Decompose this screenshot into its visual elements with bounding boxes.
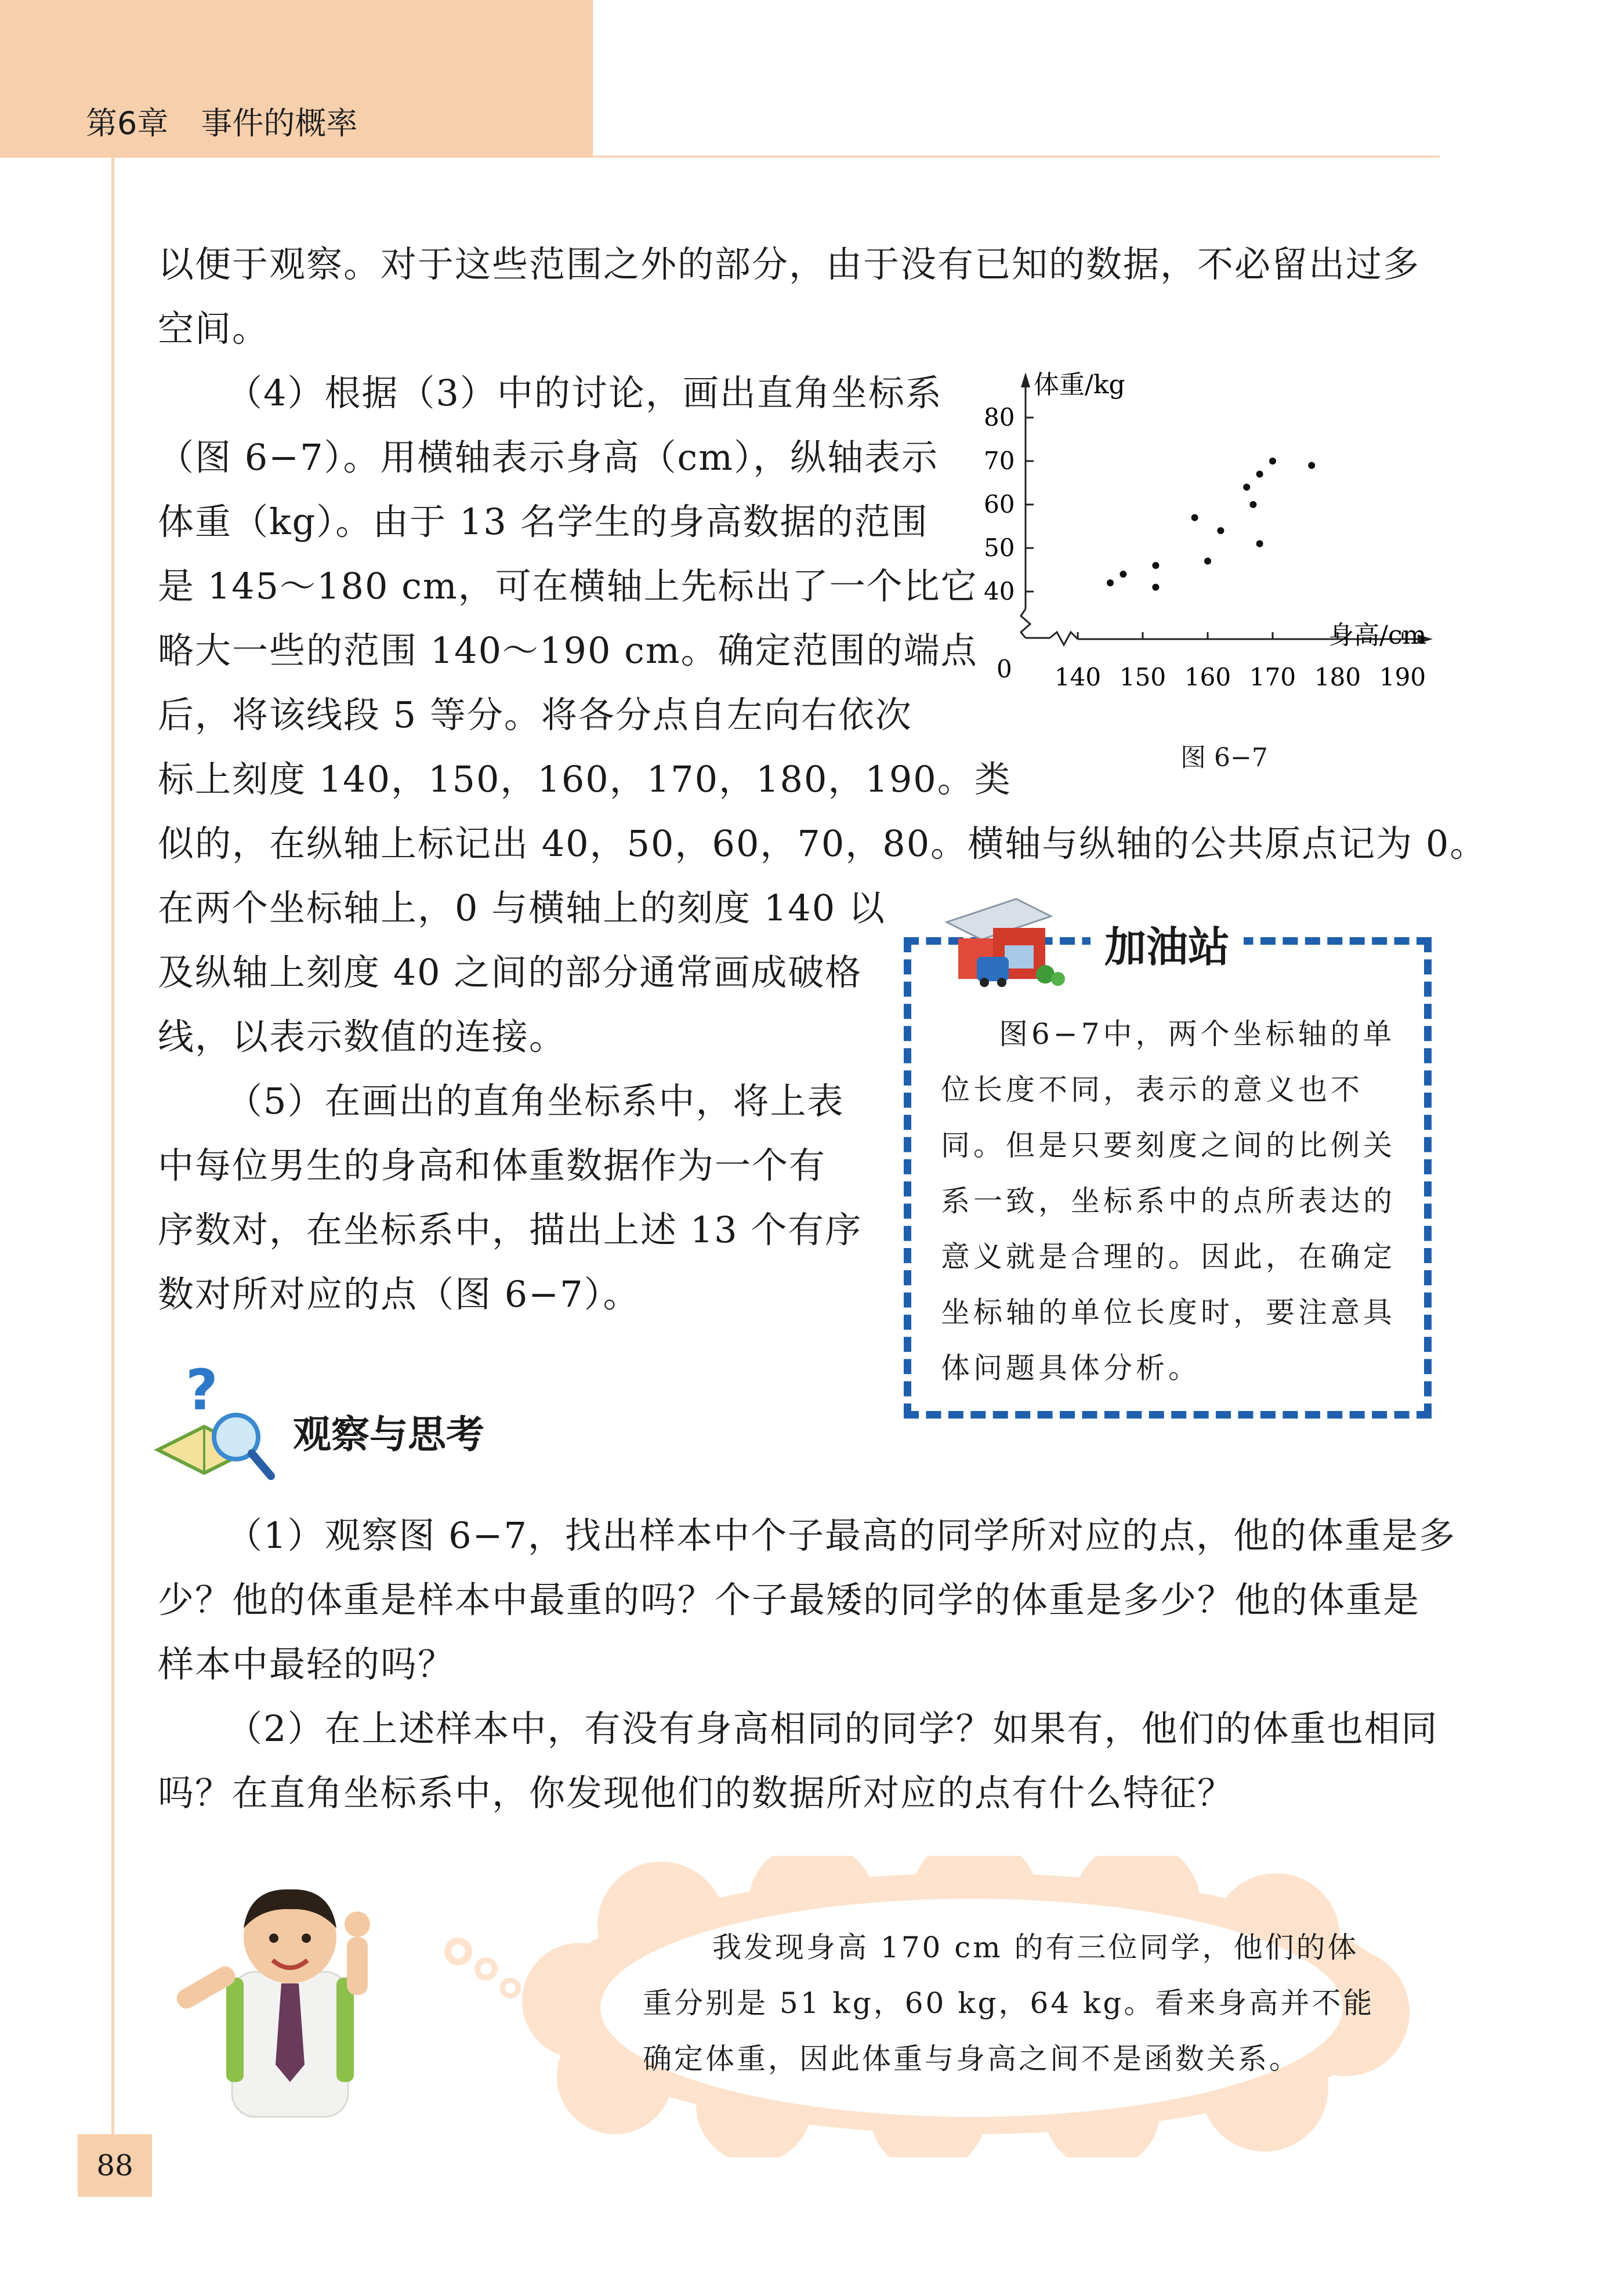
y-tick-label: 70 [984,447,1015,475]
question-line: （2）在上述样本中，有没有身高相同的同学？如果有，他们的体重也相同 [226,1707,1439,1750]
chart-axes [1021,372,1433,645]
x-tick-label: 170 [1249,663,1296,691]
body-line: 似的，在纵轴上标记出 40，50，60，70，80。横轴与纵轴的公共原点记为 0。 [158,822,1487,865]
y-tick-label: 80 [984,403,1015,431]
body-line: 后，将该线段 5 等分。将各分点自左向右依次 [158,694,912,736]
body-line: 序数对，在坐标系中，描出上述 13 个有序 [158,1209,863,1251]
x-axis-break-zigzag [1050,632,1078,645]
data-point [1269,458,1276,465]
header-rule [593,155,1440,158]
body-line: 中每位男生的身高和体重数据作为一个有 [158,1144,827,1187]
body-line: 体重（kg）。由于 13 名学生的身高数据的范围 [158,500,929,543]
tip-body [941,1006,1396,1396]
chapter-heading [86,99,390,143]
origin-label: 0 [997,655,1012,683]
data-point [1120,571,1126,578]
page-number: 88 [78,2134,152,2197]
y-axis-arrow [1021,372,1030,387]
gas-station-icon [935,887,1080,995]
body-line: （5）在画出的直角坐标系中，将上表 [226,1080,845,1122]
body-line: 空间。 [158,307,270,350]
chapter-number: 第6章 [86,105,169,142]
svg-text:?: ? [186,1363,218,1423]
scatter-chart [963,360,1450,719]
body-line: （4）根据（3）中的讨论，画出直角坐标系 [226,372,943,414]
data-point [1152,562,1159,569]
question-line: 样本中最轻的吗？ [158,1643,455,1685]
tip-line: 系一致，坐标系中的点所表达的 [941,1184,1396,1218]
body-line: 线，以表示数值的连接。 [158,1015,567,1058]
figure-caption: 图 6−7 [1180,743,1268,772]
y-axis-label: 体重/kg [1034,370,1125,400]
boy-illustration [162,1873,447,2128]
question-line: 吗？在直角坐标系中，你发现他们的数据所对应的点有什么特征？ [158,1772,1235,1814]
body-line: 略大一些的范围 140～190 cm。确定范围的端点 [158,629,978,672]
data-point [1249,501,1256,508]
data-point [1204,558,1211,565]
body-line: （图 6−7）。用横轴表示身高（cm），纵轴表示 [158,436,939,478]
data-point [1217,527,1224,534]
x-axis-label: 身高/cm [1328,621,1427,650]
data-point [1152,584,1159,591]
bubble-line: 重分别是 51 kg，60 kg，64 kg。看来身高并不能 [643,1986,1375,2020]
body-line: 是 145～180 cm，可在横轴上先标出了一个比它 [158,565,978,607]
tip-line: 同。但是只要刻度之间的比例关 [941,1129,1396,1162]
x-tick-label: 150 [1119,663,1166,691]
chart-points [1107,458,1315,591]
body-line: 数对所对应的点（图 6−7）。 [158,1273,640,1315]
tip-line: 图6−7中，两个坐标轴的单 [999,1017,1396,1051]
data-point [1256,471,1263,478]
data-point [1191,514,1198,521]
tip-line: 意义就是合理的。因此，在确定 [941,1240,1396,1274]
y-tick-label: 50 [984,534,1015,562]
chapter-title: 事件的概率 [201,105,358,142]
axis-break-zigzag [1021,609,1030,638]
data-point [1107,579,1114,586]
bubble-line: 确定体重，因此体重与身高之间不是函数关系。 [643,2042,1300,2076]
tip-line: 体问题具体分析。 [941,1351,1201,1385]
bubble-text [643,1920,1374,2087]
magnifier-book-icon [152,1363,285,1485]
bubble-line: 我发现身高 170 cm 的有三位同学，他们的体 [712,1931,1359,1964]
question-line: 少？他的体重是样本中最重的吗？个子最矮的同学的体重是多少？他的体重是 [158,1579,1421,1621]
x-tick-label: 140 [1054,663,1102,691]
tip-line: 位长度不同，表示的意义也不 [941,1073,1363,1107]
x-tick-label: 160 [1184,663,1231,691]
body-line: 标上刻度 140，150，160，170，180，190。类 [158,758,1012,800]
margin-rule [111,158,114,2159]
body-line: 以便于观察。对于这些范围之外的部分，由于没有已知的数据，不必留出过多 [158,243,1421,285]
x-tick-label: 190 [1379,663,1426,691]
data-point [1256,541,1263,547]
tip-line: 坐标轴的单位长度时，要注意具 [941,1296,1396,1329]
body-line: 在两个坐标轴上，0 与横轴上的刻度 140 以 [158,887,886,929]
question-line: （1）观察图 6−7，找出样本中个子最高的同学所对应的点，他的体重是多 [226,1514,1456,1557]
x-tick-label: 180 [1314,663,1361,691]
data-point [1308,462,1315,469]
data-point [1243,484,1250,491]
section-title: 观察与思考 [293,1412,484,1457]
body-line: 及纵轴上刻度 40 之间的部分通常画成破格 [158,951,863,993]
y-tick-label: 60 [984,490,1015,518]
y-tick-label: 40 [984,577,1015,605]
tip-title: 加油站 [1091,913,1244,974]
